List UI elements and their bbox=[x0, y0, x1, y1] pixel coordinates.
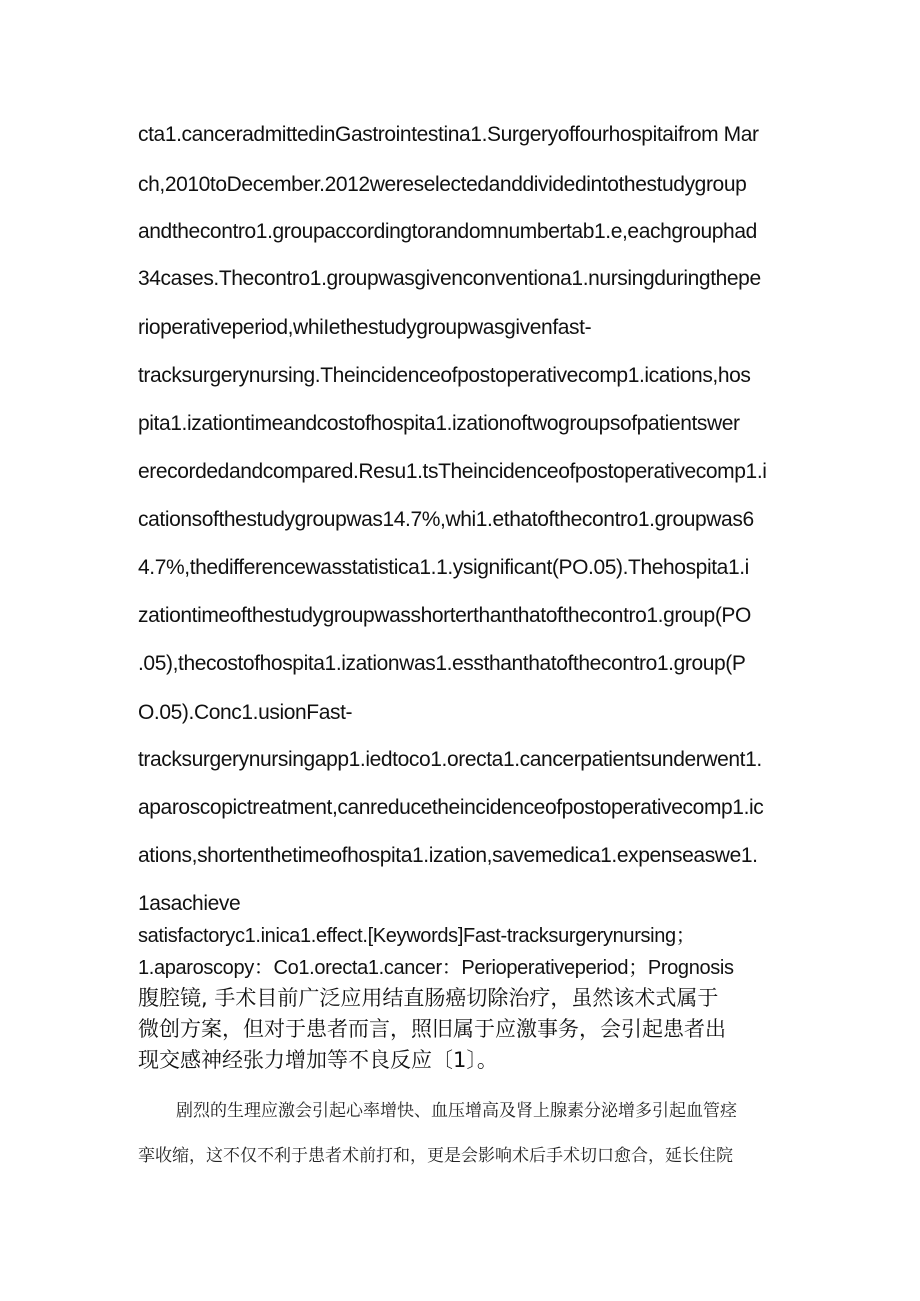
abstract-line: rioperativeperiod,whiIethestudygroupwasgivenfast- bbox=[138, 316, 592, 339]
abstract-line: .05),thecostofhospita1.izationwas1.essthanthatofthecontro1.group(P bbox=[138, 652, 746, 675]
abstract-line: 4.7%,thedifferencewasstatistica1.1.ysignificant(PO.05).Thehospita1.i bbox=[138, 556, 749, 579]
abstract-line: tracksurgerynursingapp1.iedtoco1.orecta1.cancerpatientsunderwent1. bbox=[138, 748, 762, 771]
abstract-line: O.05).Conc1.usionFast- bbox=[138, 701, 353, 724]
abstract-line: cationsofthestudygroupwas14.7%,whi1.ethatofthecontro1.groupwas6 bbox=[138, 508, 754, 531]
abstract-line: ations,shortenthetimeofhospita1.ization,savemedica1.expenseaswe1. bbox=[138, 844, 758, 867]
keywords-line: 1.aparoscopy：Co1.orecta1.cancer：Perioperativeperiod；Prognosis bbox=[138, 957, 734, 979]
body-paragraph-line: 剧烈的生理应激会引起心率增快、血压增高及肾上腺素分泌增多引起血管痉 bbox=[176, 1101, 737, 1121]
abstract-line: 34cases.Thecontro1.groupwasgivenconventiona1.nursingduringthepe bbox=[138, 267, 761, 290]
abstract-line: andthecontro1.groupaccordingtorandomnumbertab1.e,eachgrouphad bbox=[138, 220, 757, 243]
keywords-line: satisfactoryc1.inica1.effect.[Keywords]Fast-tracksurgerynursing； bbox=[138, 925, 696, 947]
abstract-line: pita1.izationtimeandcostofhospita1.izationoftwogroupsofpatientswer bbox=[138, 412, 740, 435]
abstract-line: tracksurgerynursing.Theincidenceofpostoperativecomp1.ications,hos bbox=[138, 364, 751, 387]
abstract-line: erecordedandcompared.Resu1.tsTheincidenceofpostoperativecomp1.i bbox=[138, 460, 767, 483]
abstract-line: ch,2010toDecember.2012wereselectedanddividedintothestudygroup bbox=[138, 173, 747, 196]
abstract-line: zationtimeofthestudygroupwasshorterthanthatofthecontro1.group(PO bbox=[138, 604, 751, 627]
abstract-line: aparoscopictreatment,canreducetheincidenceofpostoperativecomp1.ic bbox=[138, 796, 764, 819]
chinese-text-line: 微创方案，但对于患者而言，照旧属于应激事务，会引起患者出 bbox=[138, 1017, 726, 1041]
body-paragraph-line: 挛收缩，这不仅不利于患者术前打和，更是会影响术后手术切口愈合，延长住院 bbox=[138, 1146, 733, 1166]
abstract-line: cta1.canceradmittedinGastrointestina1.Surgeryoffourhospitaifrom Mar bbox=[138, 123, 759, 146]
chinese-text-line: 现交感神经张力增加等不良反应〔1〕。 bbox=[138, 1048, 498, 1072]
abstract-line: 1asachieve bbox=[138, 892, 241, 915]
chinese-text-line: 腹腔镜, 手术目前广泛应用结直肠癌切除治疗，虽然该术式属于 bbox=[138, 986, 719, 1010]
